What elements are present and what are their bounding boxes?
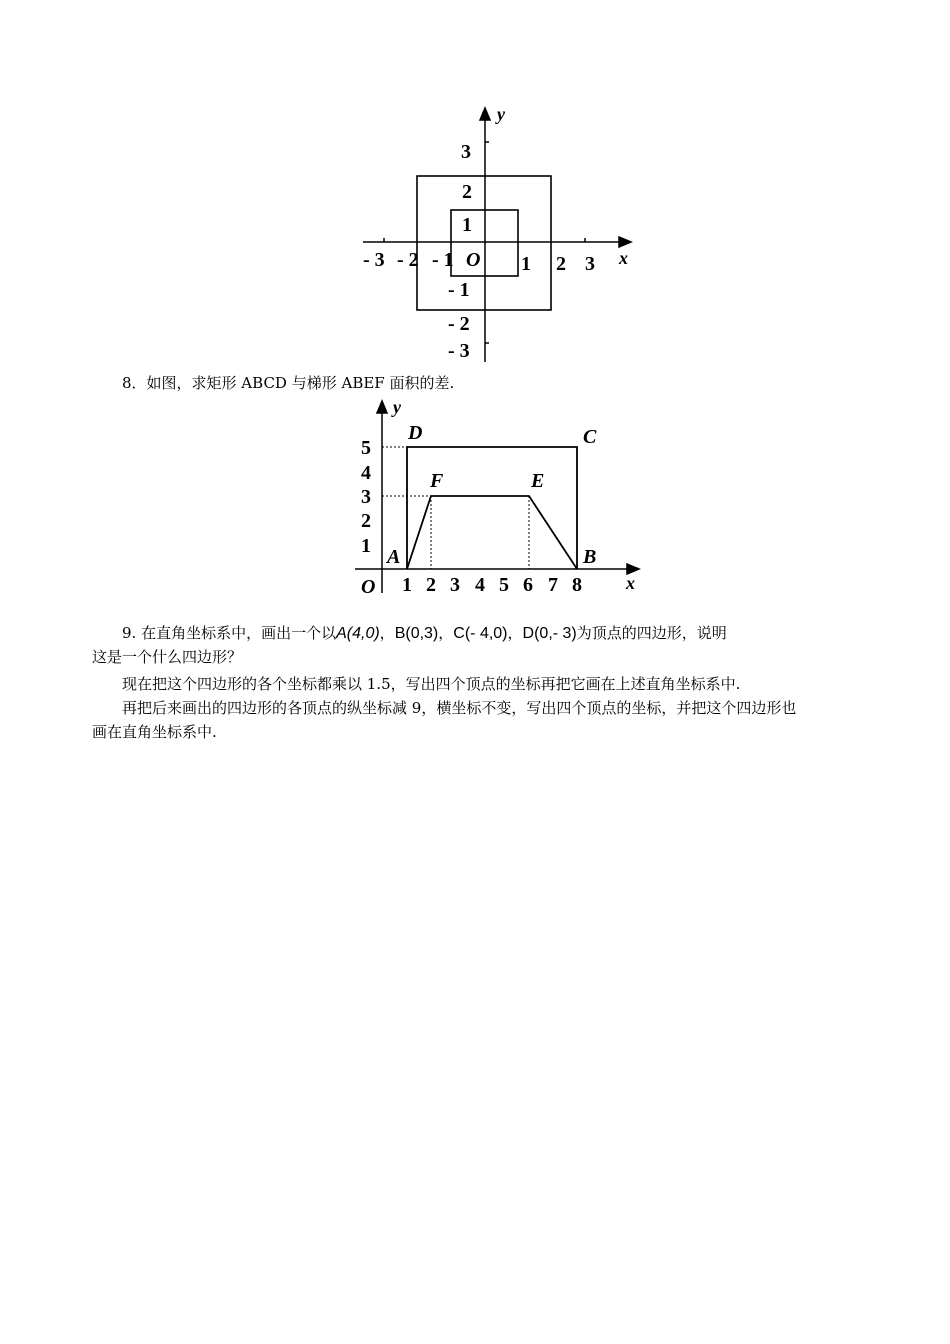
y-tick-label: - 1: [448, 279, 470, 301]
x-tick-label: 6: [523, 574, 533, 596]
origin-label: O: [361, 576, 376, 598]
x-axis-label: x: [619, 248, 628, 268]
question-9-line-4: 再把后来画出的四边形的各顶点的纵坐标减 9，横坐标不变，写出四个顶点的坐标，并把这个四边形也: [122, 699, 797, 717]
outer-square: [417, 176, 551, 310]
y-tick-label: 5: [361, 437, 371, 459]
rect-trap-diagram: [355, 393, 655, 603]
y-tick-label: 1: [361, 535, 371, 557]
question-8: 8．如图，求矩形 ABCD 与梯形 ABEF 面积的差.: [122, 374, 455, 392]
x-tick-label: 7: [548, 574, 558, 596]
trapezoid-abef: [407, 496, 577, 569]
x-tick-label: - 2: [397, 249, 419, 271]
y-tick-label: 4: [361, 462, 371, 484]
y-axis-label: y: [393, 397, 401, 417]
x-tick-label: 8: [572, 574, 582, 596]
q9-prefix: 9. 在直角坐标系中，画出一个以: [122, 624, 337, 642]
question-9-line-2: 这是一个什么四边形？: [92, 648, 243, 666]
x-tick-label: 2: [556, 253, 566, 275]
separator: ，: [379, 624, 395, 642]
y-tick-label: - 3: [448, 340, 470, 362]
point-c-coord: C(- 4,0): [453, 625, 508, 642]
question-9-line-5: 画在直角坐标系中.: [92, 723, 217, 741]
x-tick-label: - 3: [363, 249, 385, 271]
x-tick-label: 3: [450, 574, 460, 596]
q9-suffix: 为顶点的四边形，说明: [576, 624, 727, 642]
x-tick-label: 1: [402, 574, 412, 596]
x-tick-label: 2: [426, 574, 436, 596]
y-tick-label: 2: [361, 510, 371, 532]
separator: ，: [438, 624, 454, 642]
y-tick-label: 1: [462, 214, 472, 236]
figure-rectangle-trapezoid: [355, 393, 655, 603]
origin-label: O: [466, 249, 481, 271]
x-tick-label: - 1: [432, 249, 454, 271]
point-d-coord: D(0,- 3): [522, 625, 577, 642]
x-tick-label: 3: [585, 253, 595, 275]
question-9-line-3: 现在把这个四边形的各个坐标都乘以 1.5，写出四个顶点的坐标再把它画在上述直角坐标系中.: [122, 675, 741, 693]
point-c-label: C: [583, 426, 597, 448]
y-tick-label: 3: [461, 141, 471, 163]
question-9-line-1: [122, 621, 727, 646]
x-axis-label: x: [626, 573, 635, 593]
y-axis-arrow: [480, 108, 490, 120]
point-a-coord: A(4,0): [336, 625, 380, 642]
y-axis-arrow: [377, 401, 387, 413]
point-b-label: B: [583, 546, 597, 568]
y-tick-label: 2: [462, 181, 472, 203]
point-b-coord: B(0,3): [394, 625, 439, 642]
point-f-label: F: [430, 470, 444, 492]
figure-squares: [355, 100, 645, 370]
y-tick-label: - 2: [448, 313, 470, 335]
point-a-label: A: [387, 546, 401, 568]
rectangle-abcd: [407, 447, 577, 569]
y-axis-label: y: [497, 104, 505, 124]
point-d-label: D: [408, 422, 423, 444]
point-e-label: E: [531, 470, 545, 492]
squares-diagram: [355, 100, 645, 370]
separator: ，: [507, 624, 523, 642]
y-tick-label: 3: [361, 486, 371, 508]
x-tick-label: 5: [499, 574, 509, 596]
x-tick-label: 4: [475, 574, 485, 596]
x-tick-label: 1: [521, 253, 531, 275]
x-axis-arrow: [619, 237, 631, 247]
